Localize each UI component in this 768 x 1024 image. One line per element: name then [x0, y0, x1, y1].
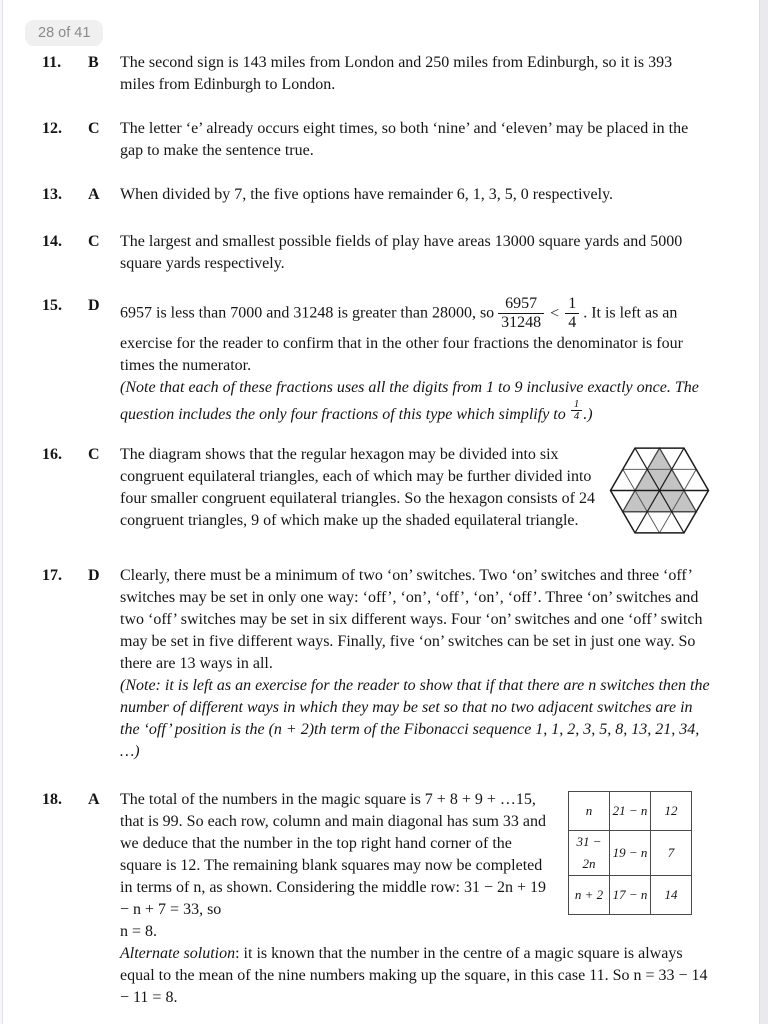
- solution-text: The largest and smallest possible fields of play have areas 13000 square yards and 5000 square yards respectively.: [120, 233, 683, 272]
- solution-text: The diagram shows that the regular hexagon may be divided into six congruent equilateral triangles, each of which may be further divided into four smaller congruent equilateral triangles. So the hexagon consists of 24 congruent triangles, 9 of which make up the shaded equilateral triangle.: [120, 445, 595, 529]
- table-cell: 17 − n: [610, 875, 651, 914]
- text-fragment: 6957 is less than 7000 and 31248 is greater than 28000, so: [120, 304, 495, 322]
- answer-letter: A: [88, 790, 100, 808]
- answer-letter: D: [88, 566, 100, 584]
- solution-text: The second sign is 143 miles from London and 250 miles from Edinburgh, so it is 393 miles from Edinburgh to London.: [120, 54, 673, 93]
- answer-letter: D: [88, 297, 100, 314]
- note-text: (Note that each of these fractions uses all the digits from 1 to 9 inclusive exactly once. The question includes the only four fractions of this type which simplify to: [120, 378, 699, 423]
- less-than-sign: <: [550, 304, 560, 322]
- solution-item-15: [42, 295, 710, 426]
- fraction-numerator: 1: [571, 399, 583, 411]
- question-number: 15.: [42, 297, 62, 314]
- solution-item-17: [42, 565, 710, 763]
- viewer-right-page-edge: [759, 0, 768, 1024]
- solution-item-18: [42, 789, 710, 1009]
- answer-letter: C: [88, 233, 100, 250]
- solution-item-12: [42, 118, 710, 162]
- fraction-denominator: 4: [573, 409, 580, 422]
- table-row: [569, 875, 692, 914]
- question-number: 14.: [42, 233, 62, 250]
- question-number: 16.: [42, 445, 62, 463]
- question-number: 18.: [42, 790, 62, 808]
- hexagon-diagram: [609, 444, 710, 537]
- fraction-6957-31248: [498, 295, 544, 333]
- text-fragment: . It is left as an exercise for the reader to confirm that in the other four fractions the denominator is four times the numerator.: [120, 304, 683, 374]
- solution-note: (Note: it is left as an exercise for the reader to show that if that there are n switches then the number of different ways in which they may be set so that no two adjacent switches are in the ‘off’ position is the (n + 2)th term of the Fibonacci sequence 1, 1, 2, 3, 5, 8, 13, 21, 34, …): [120, 676, 710, 760]
- solution-text: The total of the numbers in the magic square is 7 + 8 + 9 + …15, that is 99. So each row, column and main diagonal has sum 33 and we deduce that the number in the top right hand corner of the square is 12. The remaining blank squares may now be completed in terms of n, as shown. Considering the middle row: 31 − 2n + 19 − n + 7 = 33, so: [120, 790, 547, 918]
- question-number: 17.: [42, 566, 62, 584]
- answer-letter: A: [88, 186, 100, 203]
- solution-text: The letter ‘e’ already occurs eight times, so both ‘nine’ and ‘eleven’ may be placed in the gap to make the sentence true.: [120, 120, 689, 159]
- magic-square-table: [568, 791, 692, 915]
- table-row: [569, 791, 692, 830]
- table-cell: n + 2: [569, 875, 610, 914]
- table-cell: 7: [651, 830, 692, 875]
- answer-letter: C: [88, 120, 100, 137]
- question-number: 11.: [42, 54, 62, 71]
- table-cell: 31 − 2n: [569, 830, 610, 875]
- page-indicator-badge: 28 of 41: [25, 20, 103, 46]
- table-row: [569, 830, 692, 875]
- fraction-denominator: 31248: [501, 314, 542, 332]
- solution-text: [120, 295, 710, 377]
- fraction-numerator: 6957: [498, 295, 544, 314]
- solution-note: [120, 377, 710, 426]
- question-number: 12.: [42, 120, 62, 137]
- table-cell: 21 − n: [610, 791, 651, 830]
- document-page: [42, 52, 710, 1024]
- fraction-numerator: 1: [565, 295, 579, 314]
- alternate-solution-label: Alternate solution: [120, 944, 236, 962]
- solution-item-14: [42, 231, 710, 275]
- viewer-left-page-edge: [0, 0, 3, 1024]
- answer-letter: B: [88, 54, 99, 71]
- solution-item-11: [42, 52, 710, 96]
- table-cell: 19 − n: [610, 830, 651, 875]
- table-cell: n: [569, 791, 610, 830]
- solution-text: Clearly, there must be a minimum of two ‘on’ switches. Two ‘on’ switches and three ‘off’ switches may be set in only one way: ‘off’, ‘on’, ‘off’, ‘on’, ‘off’. Three ‘on’ switches and two ‘off’ switches may be set in six different ways. Four ‘on’ switches and one ‘off’ switch may be set in five different ways. Finally, five ‘on’ switches can be set in just one way. So there are 13 ways in all.: [120, 566, 703, 672]
- table-cell: 12: [651, 791, 692, 830]
- fraction-denominator: 4: [568, 314, 577, 332]
- solution-text: n = 8.: [120, 922, 158, 940]
- alternate-solution-text: : it is known that the number in the centre of a magic square is always equal to the mean of the nine numbers making up the square, in this case 11. So n = 33 − 14 − 11 = 8.: [120, 944, 708, 1006]
- solution-item-16: [42, 444, 710, 543]
- solution-item-13: [42, 184, 710, 206]
- question-number: 13.: [42, 186, 62, 203]
- solution-text: When divided by 7, the five options have remainder 6, 1, 3, 5, 0 respectively.: [120, 186, 614, 203]
- fraction-1-4: [565, 295, 579, 333]
- answer-letter: C: [88, 445, 100, 463]
- note-text: .): [583, 405, 593, 423]
- solution-alternate: [120, 943, 710, 1009]
- table-cell: 14: [651, 875, 692, 914]
- fraction-1-4-small: [571, 399, 583, 422]
